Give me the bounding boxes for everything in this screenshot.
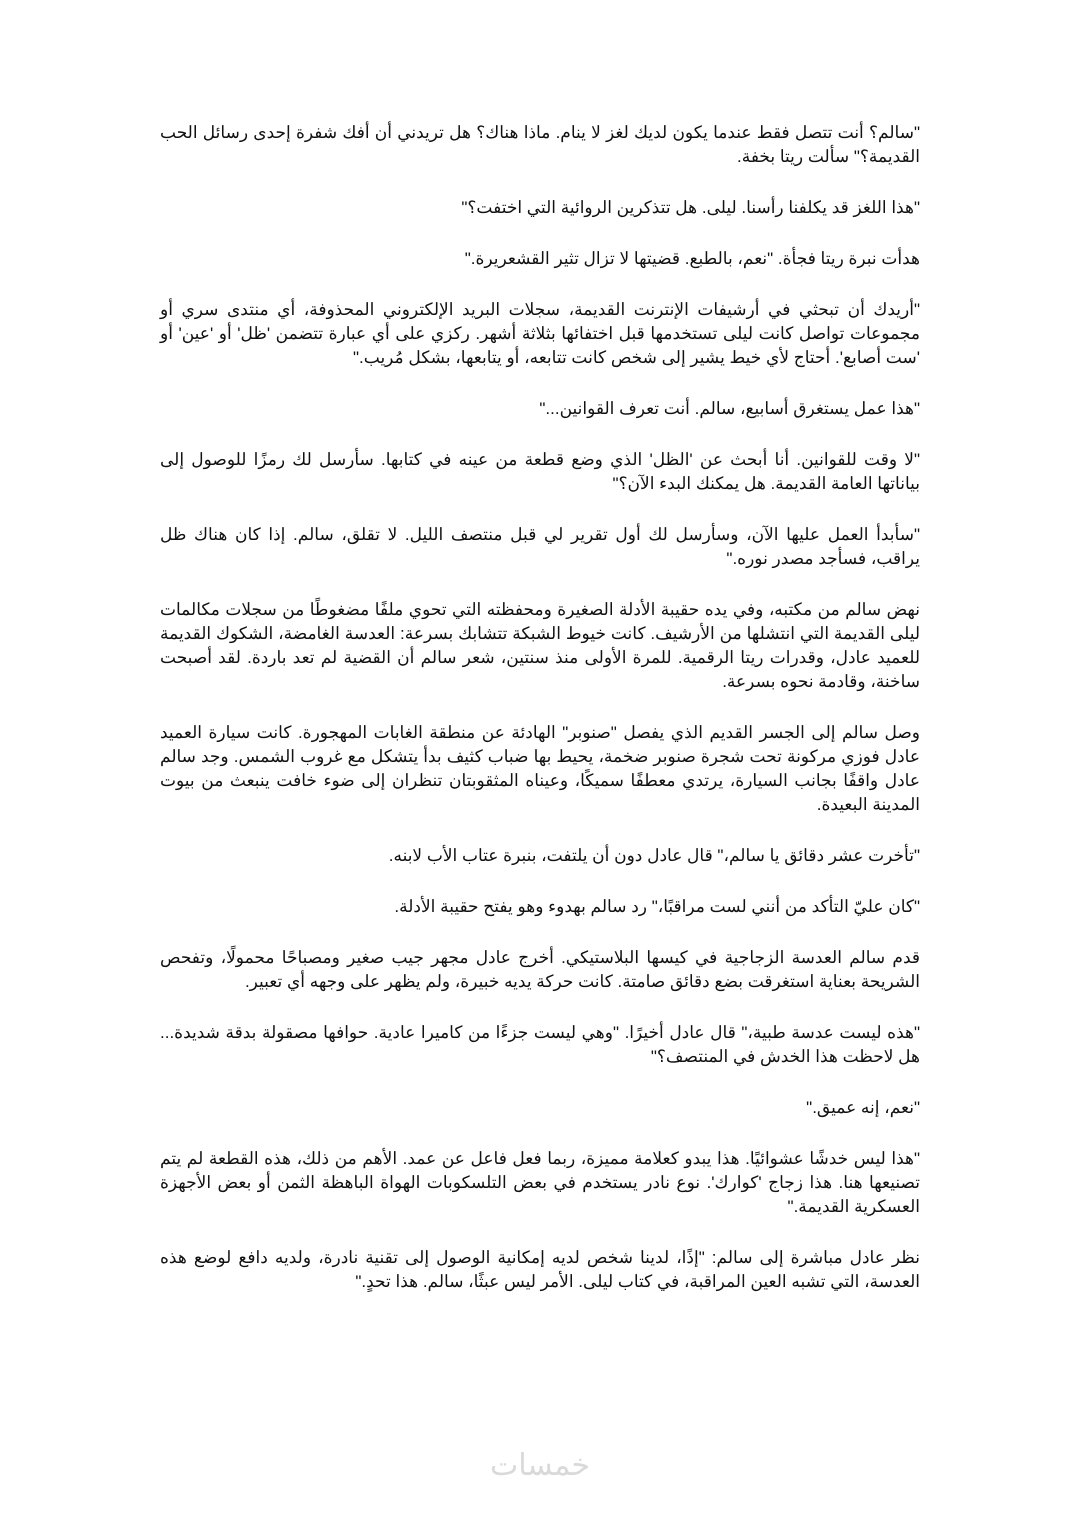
watermark-logo: خمسات	[489, 1448, 591, 1483]
paragraph: "لا وقت للقوانين. أنا أبحث عن 'الظل' الذي وضع قطعة من عينه في كتابها. سأرسل لك رمزًا للوصول إلى بياناتها العامة القديمة. هل يمكنك البدء الآن؟"	[160, 450, 920, 493]
document-body	[160, 121, 920, 1321]
paragraph: "هذه ليست عدسة طبية،" قال عادل أخيرًا. "وهي ليست جزءًا من كاميرا عادية. حوافها مصقولة بدقة شديدة... هل لاحظت هذا الخدش في المنتصف؟"	[160, 1023, 920, 1066]
paragraph: "كان عليّ التأكد من أنني لست مراقبًا،" رد سالم بهدوء وهو يفتح حقيبة الأدلة.	[394, 897, 920, 916]
paragraph: قدم سالم العدسة الزجاجية في كيسها البلاستيكي. أخرج عادل مجهر جيب صغير ومصباحًا محمولًا، وتفحص الشريحة بعناية استغرقت بضع دقائق صامتة. كانت حركة يديه خبيرة، ولم يظهر على وجهه أي تعبير.	[160, 948, 920, 991]
paragraph: نهض سالم من مكتبه، وفي يده حقيبة الأدلة الصغيرة ومحفظته التي تحوي ملفًا مضغوطًا من سجلات مكالمات ليلى القديمة التي انتشلها من الأرشيف. كانت خيوط الشبكة تتشابك بسرعة: العدسة الغامضة، الشكوك القديمة للعميد عادل، وقدرات ريتا الرقمية. للمرة الأولى منذ سنتين، شعر سالم أن القضية لم تعد باردة. لقد أصبحت ساخنة، وقادمة نحوه بسرعة.	[160, 600, 921, 691]
paragraph: "أريدك أن تبحثي في أرشيفات الإنترنت القديمة، سجلات البريد الإلكتروني المحذوفة، أي منتدى سري أو مجموعات تواصل كانت ليلى تستخدمها قبل اختفائها بثلاثة أشهر. ركزي على أي عبارة تتضمن 'ظل' أو 'عين' أو 'ست أصابع'. أحتاج لأي خيط يشير إلى شخص كانت تتابعه، أو يتابعها، بشكل مُريب."	[160, 300, 920, 367]
paragraph: هدأت نبرة ريتا فجأة. "نعم، بالطبع. قضيتها لا تزال تثير القشعريرة."	[464, 249, 920, 268]
paragraph: "هذا ليس خدشًا عشوائيًا. هذا يبدو كعلامة مميزة، ربما فعل فاعل عن عمد. الأهم من ذلك، هذه القطعة لم يتم تصنيعها هنا. هذا زجاج 'كوارك'. نوع نادر يستخدم في بعض التلسكوبات الهواة الباهظة الثمن أو بعض الأجهزة العسكرية القديمة."	[160, 1149, 920, 1216]
paragraph: "هذا عمل يستغرق أسابيع، سالم. أنت تعرف القوانين..."	[539, 399, 920, 418]
paragraph: "هذا اللغز قد يكلفنا رأسنا. ليلى. هل تتذكرين الروائية التي اختفت؟"	[461, 198, 920, 217]
paragraph: نظر عادل مباشرة إلى سالم: "إذًا، لدينا شخص لديه إمكانية الوصول إلى تقنية نادرة، ولديه دافع لوضع هذه العدسة، التي تشبه العين المراقبة، في كتاب ليلى. الأمر ليس عبثًا، سالم. هذا تحدٍ."	[160, 1248, 920, 1291]
paragraph: "نعم، إنه عميق."	[806, 1098, 920, 1117]
paragraph: "سالم؟ أنت تتصل فقط عندما يكون لديك لغز لا ينام. ماذا هناك؟ هل تريدني أن أفك شفرة إحدى رسائل الحب القديمة؟" سألت ريتا بخفة.	[160, 123, 920, 166]
paragraph: "سأبدأ العمل عليها الآن، وسأرسل لك أول تقرير لي قبل منتصف الليل. لا تقلق، سالم. إذا كان هناك ظل يراقب، فسأجد مصدر نوره."	[160, 525, 920, 568]
paragraph: وصل سالم إلى الجسر القديم الذي يفصل "صنوبر" الهادئة عن منطقة الغابات المهجورة. كانت سيارة العميد عادل فوزي مركونة تحت شجرة صنوبر ضخمة، يحيط بها ضباب كثيف بدأ يتشكل مع غروب الشمس. وجد سالم عادل واقفًا بجانب السيارة، يرتدي معطفًا سميكًا، وعيناه المثقوبتان تنظران إلى ضوء خافت ينبعث من بيوت المدينة البعيدة.	[160, 723, 920, 814]
paragraph: "تأخرت عشر دقائق يا سالم،" قال عادل دون أن يلتفت، بنبرة عتاب الأب لابنه.	[388, 846, 920, 865]
